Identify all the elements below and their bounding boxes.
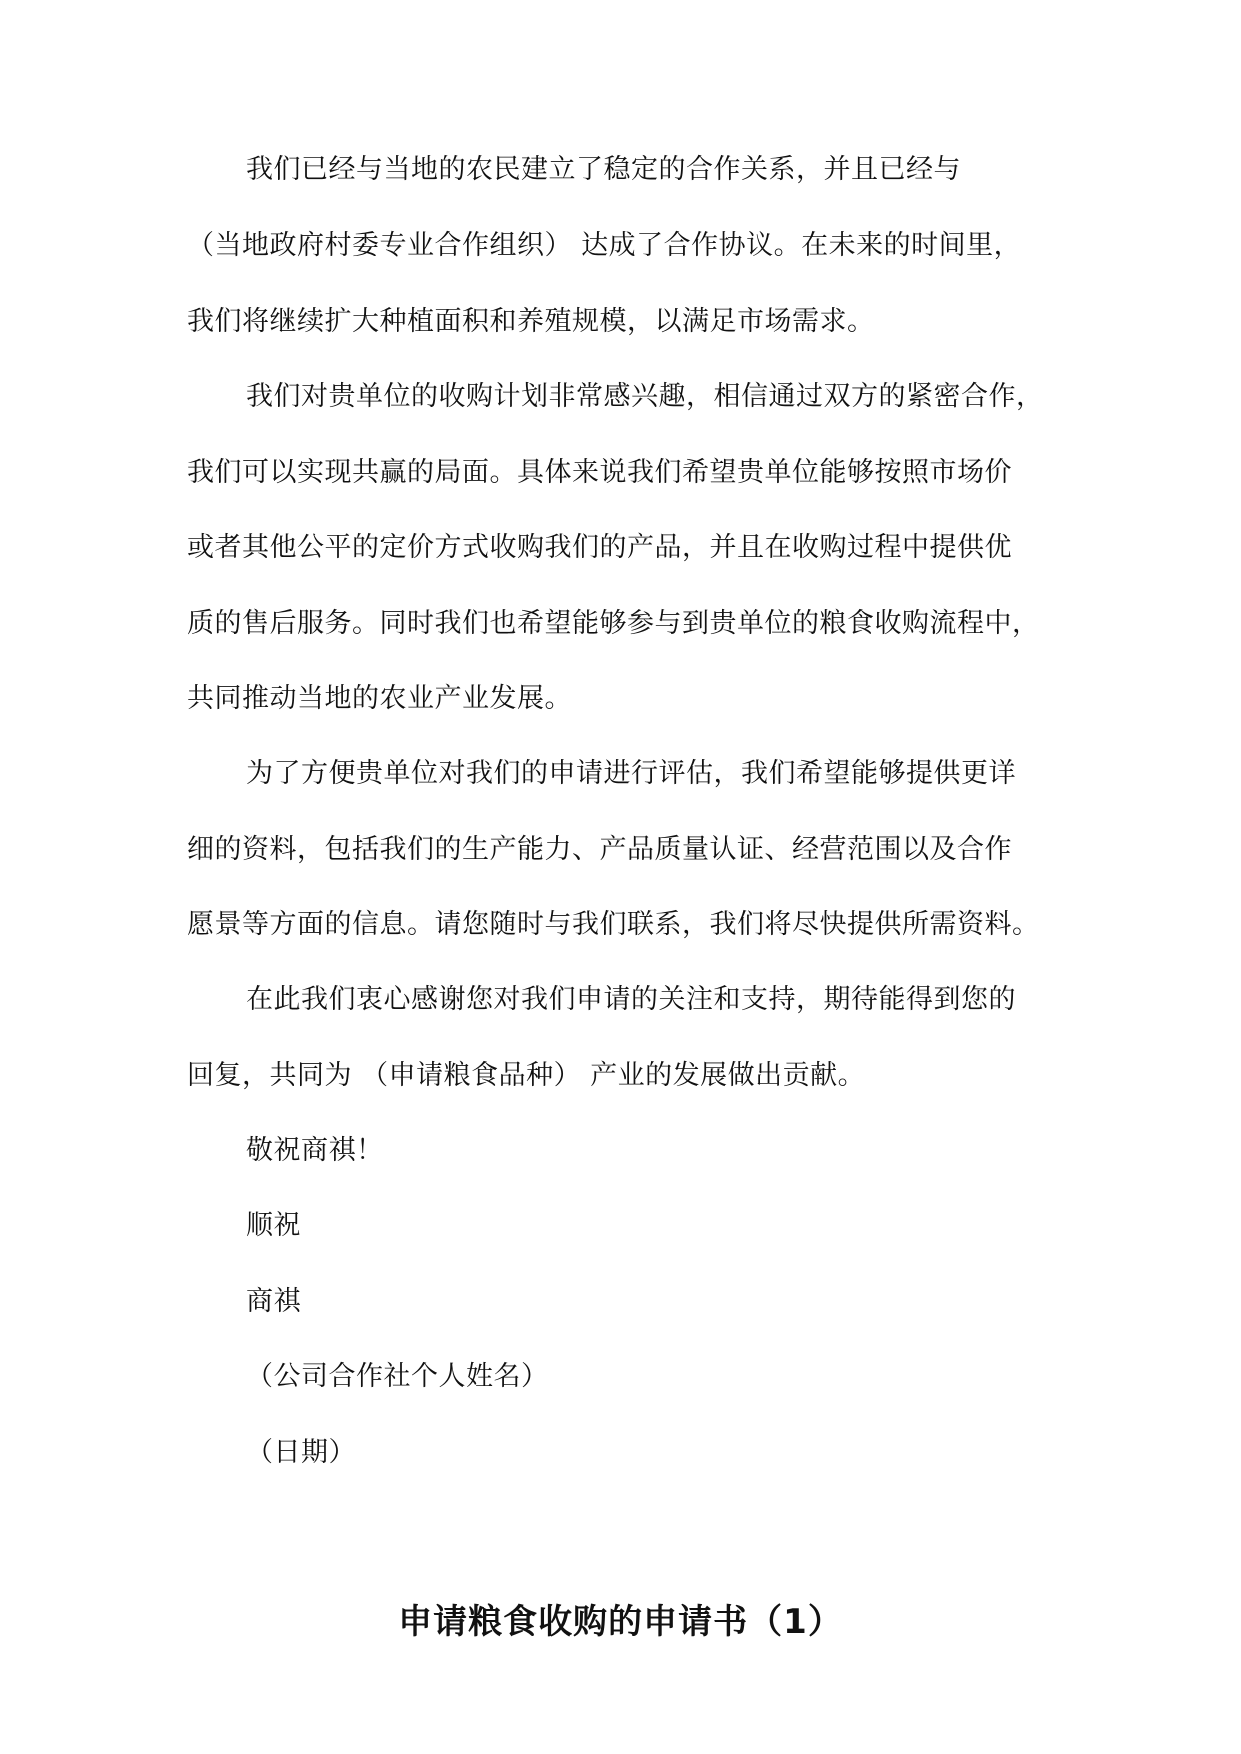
paragraph-4-line-2: 回复，共同为 （申请粮食品种） 产业的发展做出贡献。 [187,1060,866,1091]
paragraph-1-line-3: 我们将继续扩大种植面积和养殖规模，以满足市场需求。 [187,306,875,337]
signature-name: （公司合作社个人姓名） [246,1361,549,1392]
paragraph-2-line-5: 共同推动当地的农业产业发展。 [187,683,572,714]
next-section-title: 申请粮食收购的申请书（1） [398,1602,843,1642]
paragraph-1-line-1: 我们已经与当地的农民建立了稳定的合作关系，并且已经与 [246,154,961,185]
paragraph-3-line-1: 为了方便贵单位对我们的申请进行评估，我们希望能够提供更详 [246,758,1016,789]
closing-line-1: 顺祝 [246,1210,301,1241]
paragraph-2-line-2: 我们可以实现共赢的局面。具体来说我们希望贵单位能够按照市场价 [187,457,1012,488]
paragraph-1-line-2: （当地政府村委专业合作组织） 达成了合作协议。在未来的时间里， [187,230,1022,261]
paragraph-4-line-1: 在此我们衷心感谢您对我们申请的关注和支持，期待能得到您的 [246,984,1016,1015]
closing-salutation: 敬祝商祺！ [246,1135,384,1166]
paragraph-2-line-4: 质的售后服务。同时我们也希望能够参与到贵单位的粮食收购流程中， [187,608,1040,639]
paragraph-2-line-1: 我们对贵单位的收购计划非常感兴趣，相信通过双方的紧密合作， [246,381,1044,412]
paragraph-3-line-2: 细的资料，包括我们的生产能力、产品质量认证、经营范围以及合作 [187,834,1012,865]
signature-date: （日期） [246,1437,356,1468]
closing-line-2: 商祺 [246,1286,301,1317]
paragraph-2-line-3: 或者其他公平的定价方式收购我们的产品，并且在收购过程中提供优 [187,532,1012,563]
paragraph-3-line-3: 愿景等方面的信息。请您随时与我们联系，我们将尽快提供所需资料。 [187,909,1040,940]
